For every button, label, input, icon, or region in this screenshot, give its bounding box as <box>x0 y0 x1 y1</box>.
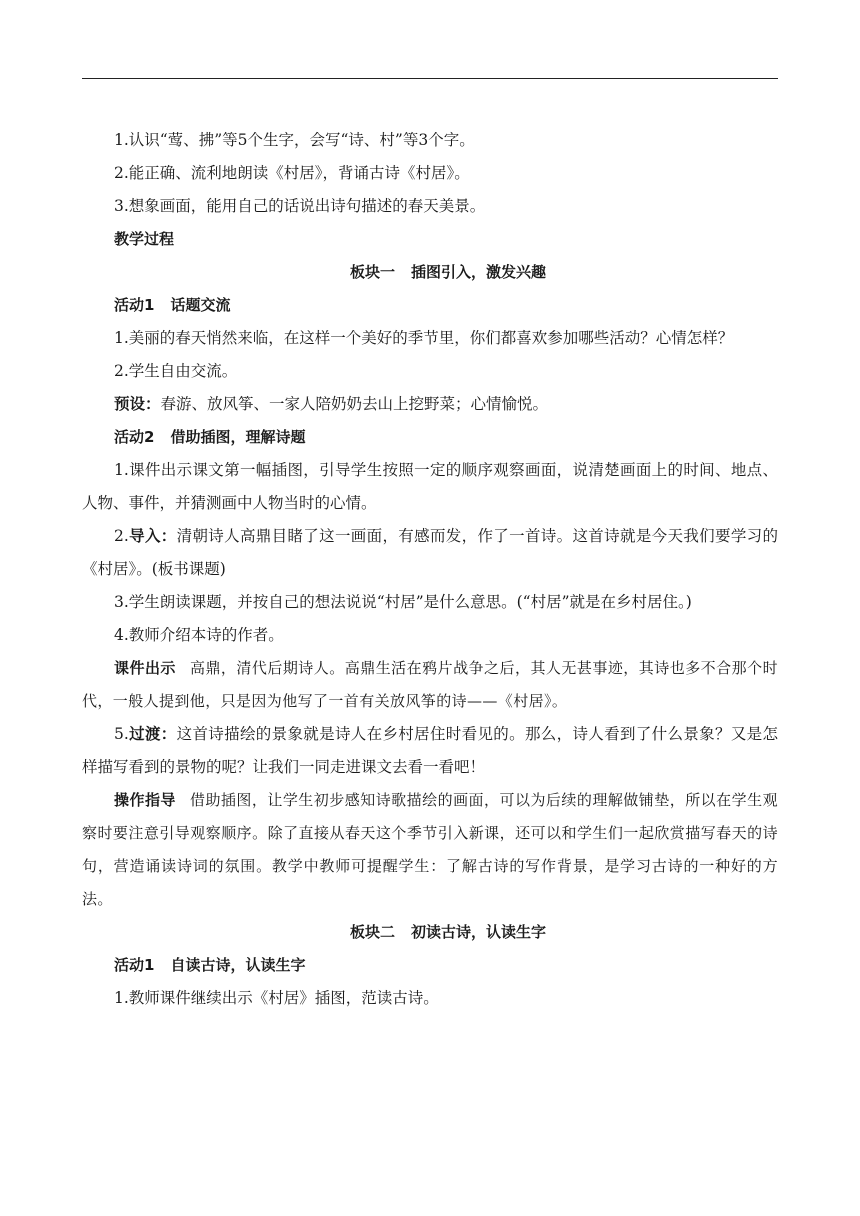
activity-title: 自读古诗，认读生字 <box>170 956 306 974</box>
para-number: 5. <box>114 725 129 743</box>
preset-text: 春游、放风筝、一家人陪奶奶去山上挖野菜；心情愉悦。 <box>160 395 549 413</box>
block2-number: 板块二 <box>349 923 395 941</box>
block1-activity1-heading <box>82 289 778 322</box>
header-rule <box>82 78 778 79</box>
activity-number: 活动1 <box>114 296 155 314</box>
block2-title: 初读古诗，认读生字 <box>411 923 547 941</box>
block2-heading <box>82 916 778 949</box>
block2-activity1-heading <box>82 949 778 982</box>
block1-act2-para1: 1.课件出示课文第一幅插图，引导学生按照一定的顺序观察画面，说清楚画面上的时间、地点、人物、事件，并猜测画中人物当时的心情。 <box>82 461 778 512</box>
operation-guide <box>82 784 778 916</box>
guide-label: 操作指导 <box>114 791 176 809</box>
block1-heading <box>82 256 778 289</box>
block1-act2-para4: 4.教师介绍本诗的作者。 <box>114 626 284 644</box>
block1-act1-para2: 2.学生自由交流。 <box>114 362 238 380</box>
block2-act1-para1: 1.教师课件继续出示《村居》插图，范读古诗。 <box>114 989 439 1007</box>
para-number: 2. <box>114 527 129 545</box>
block1-activity2-heading <box>82 421 778 454</box>
activity-title: 话题交流 <box>170 296 231 314</box>
intro-text: 清朝诗人高鼎目睹了这一画面，有感而发，作了一首诗。这首诗就是今天我们要学习的《村居》。(板书课题) <box>82 527 778 578</box>
process-heading: 教学过程 <box>114 230 175 248</box>
block1-number: 板块一 <box>349 263 395 281</box>
block1-act2-para5 <box>82 718 778 784</box>
courseware-text: 高鼎，清代后期诗人。高鼎生活在鸦片战争之后，其人无甚事迹，其诗也多不合那个时代，一般人提到他，只是因为他写了一首有关放风筝的诗——《村居》。 <box>82 659 778 710</box>
activity-title: 借助插图，理解诗题 <box>170 428 306 446</box>
transition-label: 过渡： <box>128 725 177 743</box>
activity-number: 活动1 <box>114 956 155 974</box>
goal-3: 3.想象画面，能用自己的话说出诗句描述的春天美景。 <box>114 197 486 215</box>
block1-act1-preset <box>82 388 778 421</box>
guide-text: 借助插图，让学生初步感知诗歌描绘的画面，可以为后续的理解做铺垫，所以在学生观察时要注意引导观察顺序。除了直接从春天这个季节引入新课，还可以和学生们一起欣赏描写春天的诗句，营造诵读诗词的氛围。教学中教师可提醒学生：了解古诗的写作背景，是学习古诗的一种好的方法。 <box>82 791 778 908</box>
activity-number: 活动2 <box>114 428 155 446</box>
goal-1: 1.认识“莺、拂”等5个生字，会写“诗、村”等3个字。 <box>114 131 475 149</box>
courseware-show <box>82 652 778 718</box>
intro-label: 导入： <box>128 527 177 545</box>
block1-title: 插图引入，激发兴趣 <box>411 263 547 281</box>
transition-text: 这首诗描绘的景象就是诗人在乡村居住时看见的。那么，诗人看到了什么景象？又是怎样描写看到的景物的呢？让我们一同走进课文去看一看吧！ <box>82 725 778 776</box>
document-body <box>82 124 778 1015</box>
block1-act1-para1: 1.美丽的春天悄然来临，在这样一个美好的季节里，你们都喜欢参加哪些活动？心情怎样？ <box>114 329 734 347</box>
block1-act2-para2 <box>82 520 778 586</box>
goal-2: 2.能正确、流利地朗读《村居》，背诵古诗《村居》。 <box>114 164 470 182</box>
block1-act2-para3: 3.学生朗读课题，并按自己的想法说说“村居”是什么意思。(“村居”就是在乡村居住。) <box>114 593 692 611</box>
courseware-label: 课件出示 <box>114 659 176 677</box>
preset-label: 预设： <box>114 395 161 413</box>
